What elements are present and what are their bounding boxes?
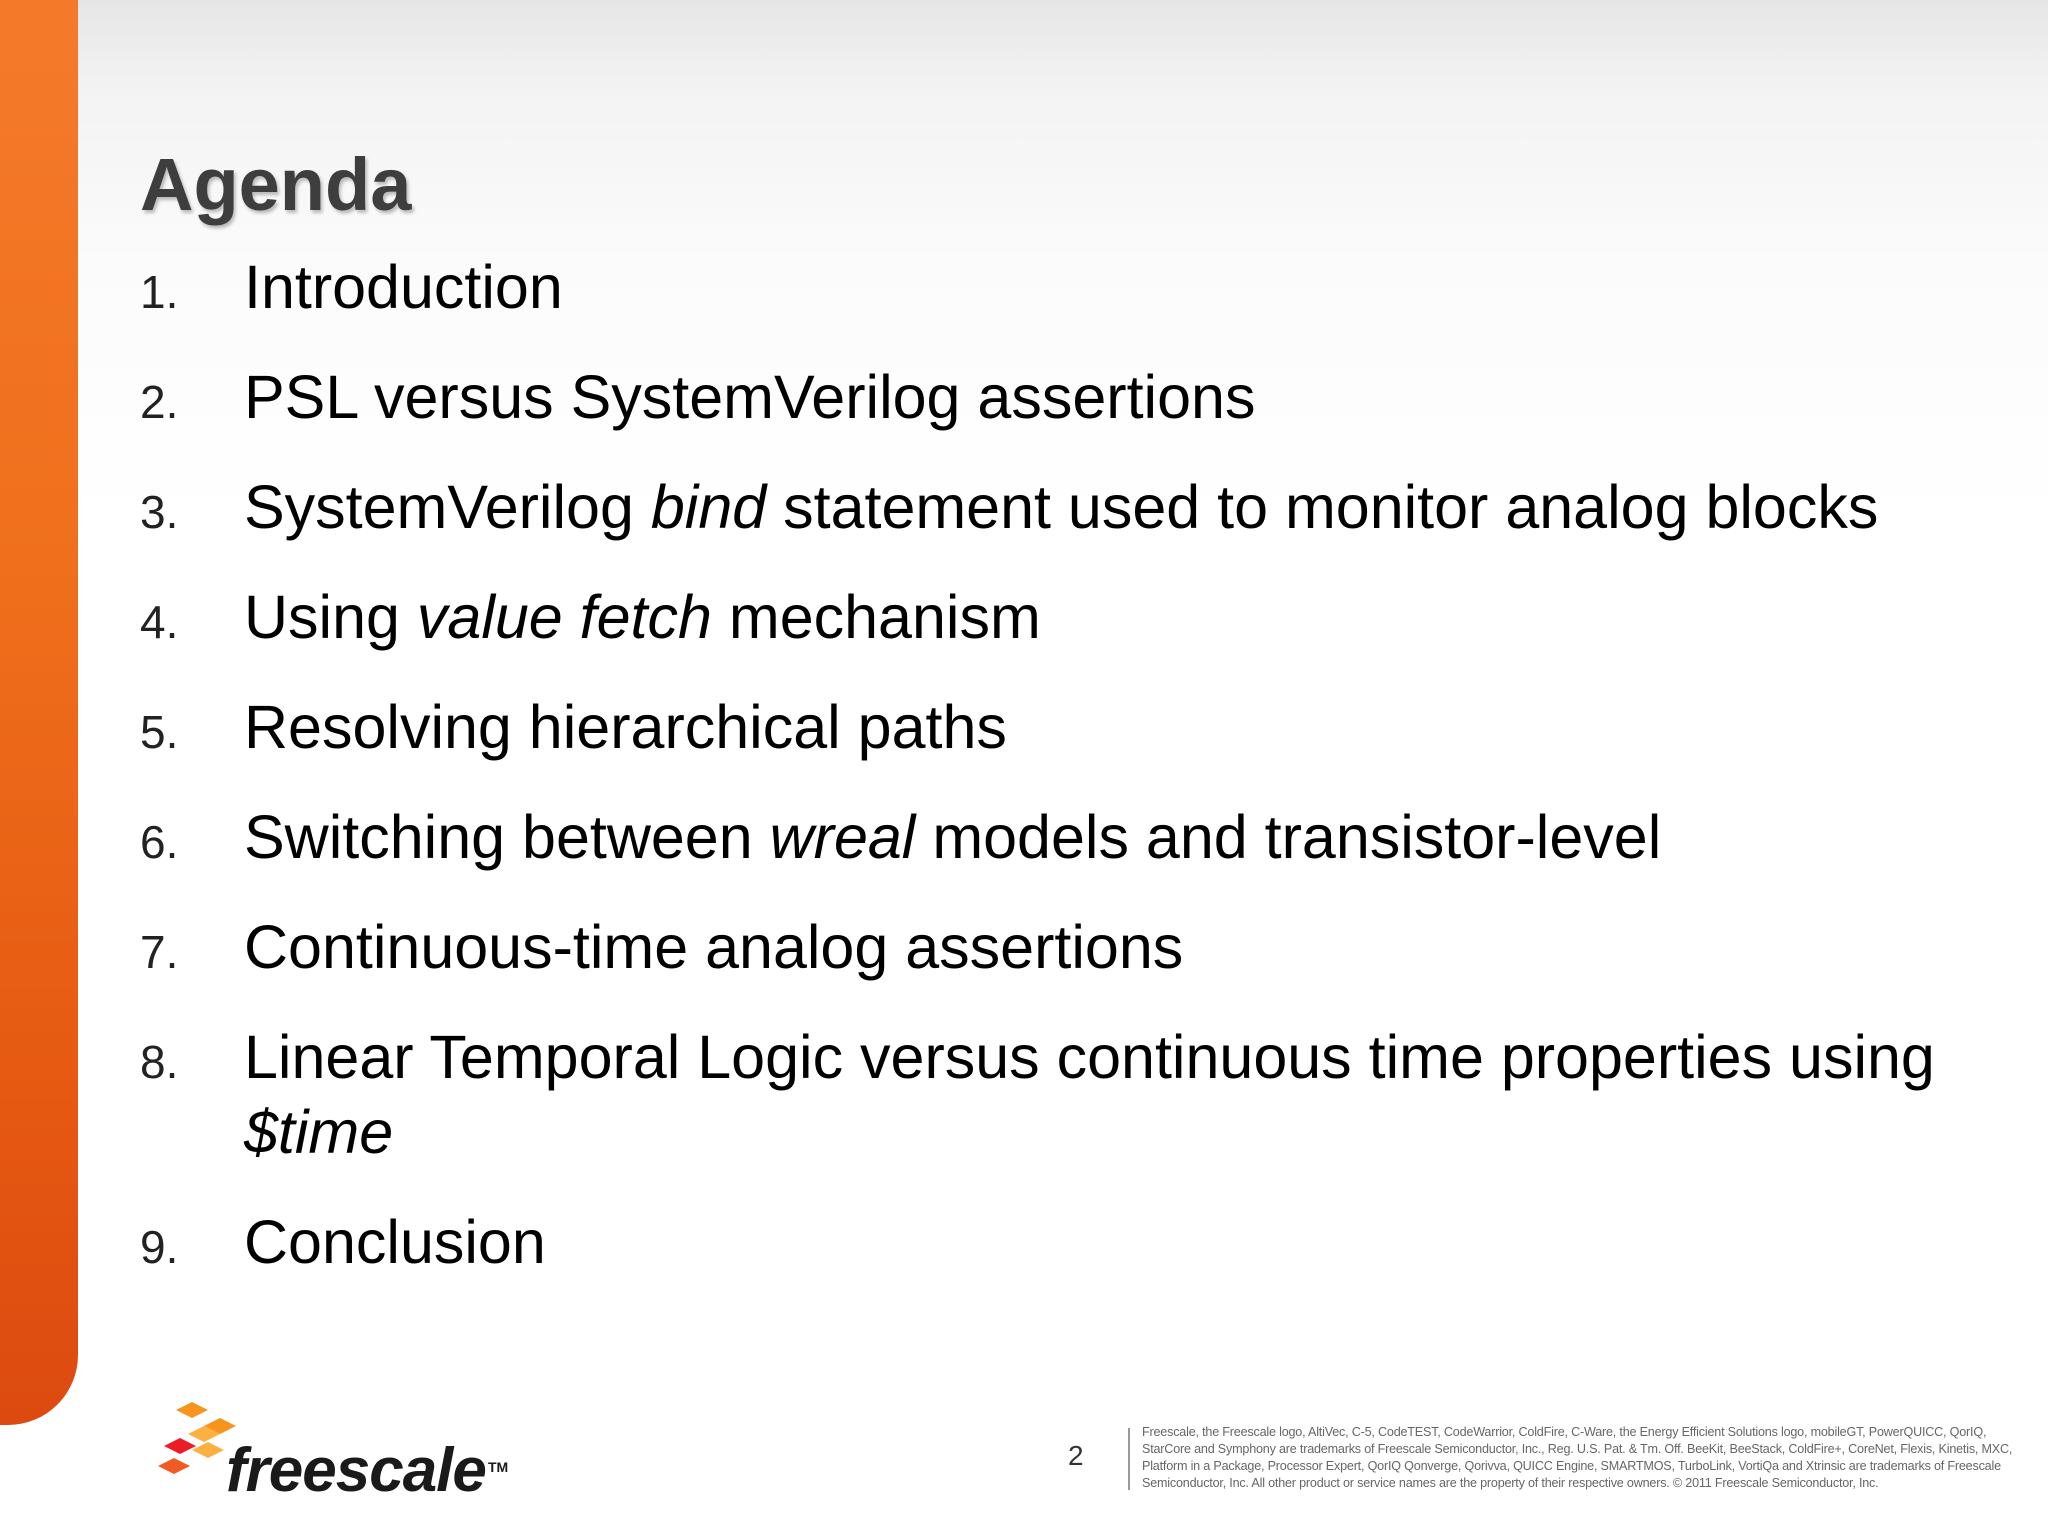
page-number: 2 (1068, 1440, 1084, 1471)
agenda-item-text (244, 470, 1878, 545)
agenda-item-text (244, 1205, 546, 1280)
agenda-item (140, 1020, 2010, 1170)
agenda-item-number: 3. (140, 486, 179, 538)
agenda-item-emphasis: wreal (769, 803, 916, 871)
trademark-symbol: TM (488, 1459, 509, 1475)
agenda-list (140, 250, 2010, 1315)
legal-notice: Freescale, the Freescale logo, AltiVec, C-5, CodeTEST, CodeWarrior, ColdFire, C-Ware, the Energy Efficient Solutions logo, mobileGT, PowerQUICC, QorIQ, StarCore and Symphony are trademarks of Freescale Semiconductor, Inc., Reg. U.S. Pat. & Tm. Off. BeeKit, BeeStack, ColdFire+, CoreNet, Flexis, Kinetis, MXC, Platform in a Package, Processor Expert, QorIQ Qonverge, Qorivva, QUICC Engine, SMARTMOS, TurboLink, VortiQa and Xtrinsic are trademarks of Freescale Semiconductor, Inc. All other product or service names are the property of their respective owners. © 2011 Freescale Semiconductor, Inc. (1142, 1425, 2013, 1490)
agenda-item-emphasis: bind (650, 473, 767, 541)
agenda-item-segment: Linear Temporal Logic versus continuous time properties using (244, 1023, 1935, 1091)
agenda-item-text (244, 1020, 2010, 1170)
agenda-item-segment: Continuous-time analog assertions (244, 913, 1184, 981)
orange-accent-bar (0, 0, 78, 1425)
agenda-item-segment: Conclusion (244, 1208, 546, 1276)
agenda-item-number: 2. (140, 376, 179, 428)
agenda-item-segment: models and transistor-level (915, 803, 1662, 871)
agenda-item (140, 580, 2010, 655)
agenda-item (140, 690, 2010, 765)
agenda-item-number: 5. (140, 706, 179, 758)
agenda-item (140, 250, 2010, 325)
agenda-item-emphasis: value fetch (416, 583, 712, 651)
agenda-item-text (244, 690, 1007, 765)
agenda-item-segment: Switching between (244, 803, 770, 871)
agenda-item-number: 6. (140, 816, 179, 868)
agenda-item-segment: Using (244, 583, 417, 651)
freescale-wordmark: freescale (226, 1436, 486, 1505)
agenda-item-number: 8. (140, 1036, 179, 1088)
agenda-item-segment: PSL versus SystemVerilog assertions (244, 363, 1256, 431)
agenda-item-text (244, 910, 1183, 985)
footer-divider (1128, 1428, 1130, 1490)
agenda-item (140, 1205, 2010, 1280)
agenda-item-segment: SystemVerilog (244, 473, 651, 541)
agenda-item-number: 1. (140, 266, 179, 318)
agenda-item (140, 360, 2010, 435)
agenda-item (140, 910, 2010, 985)
agenda-item-number: 9. (140, 1221, 179, 1273)
agenda-item-text (244, 580, 1041, 655)
agenda-item-segment: mechanism (711, 583, 1041, 651)
agenda-item-emphasis: $time (244, 1098, 394, 1166)
agenda-item-segment: Resolving hierarchical paths (244, 693, 1007, 761)
agenda-item-segment: Introduction (244, 253, 563, 321)
agenda-item-text (244, 360, 1255, 435)
agenda-item-number: 4. (140, 596, 179, 648)
agenda-item (140, 800, 2010, 875)
slide-title: Agenda (140, 142, 412, 226)
agenda-item (140, 470, 2010, 545)
agenda-item-text (244, 800, 1661, 875)
agenda-item-segment: statement used to monitor analog blocks (766, 473, 1879, 541)
agenda-item-text (244, 250, 563, 325)
agenda-item-number: 7. (140, 926, 179, 978)
